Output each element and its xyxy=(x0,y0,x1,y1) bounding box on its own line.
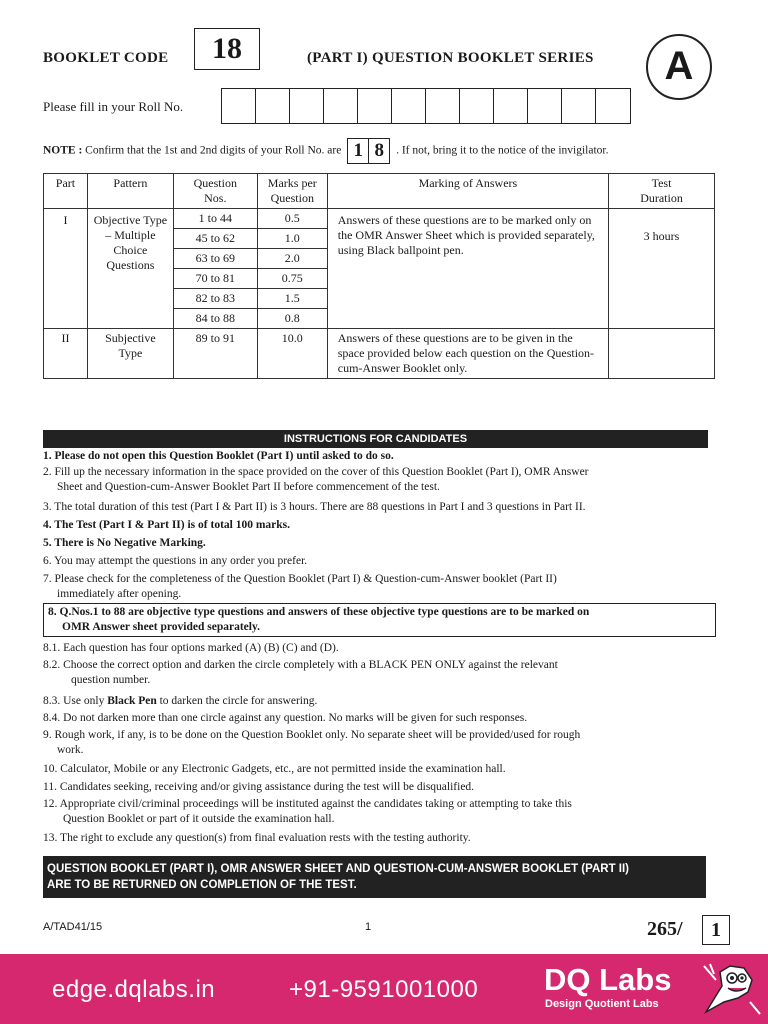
note-prefix: NOTE : xyxy=(43,144,83,157)
brand-name: DQ Labs xyxy=(544,962,672,997)
marks-cell: 0.75 xyxy=(257,269,327,289)
instruction-12-line1: 12. Appropriate civil/criminal proceedings will be instituted against the candidates taking or attempting to take this xyxy=(43,798,572,810)
instruction-12-line2: Question Booklet or part of it outside the examination hall. xyxy=(63,813,335,825)
marking-cell: Answers of these questions are to be given in the space provided below each question on the Question-cum-Answer Booklet only. xyxy=(327,329,608,379)
instruction-7-line1: 7. Please check for the completeness of the Question Booklet (Part I) & Question-cum-Answer booklet (Part II) xyxy=(43,573,557,585)
instruction-8-3-pre: 8.3. Use only xyxy=(43,695,108,707)
note-digit-boxes xyxy=(347,138,390,164)
roll-digit-box[interactable] xyxy=(494,89,528,123)
roll-number-label: Please fill in your Roll No. xyxy=(43,99,184,114)
instruction-7 xyxy=(43,572,713,602)
marks-cell: 10.0 xyxy=(257,329,327,379)
roll-digit-box[interactable] xyxy=(392,89,426,123)
marks-cell: 0.8 xyxy=(257,309,327,329)
instruction-8-line1: 8. Q.Nos.1 to 88 are objective type questions and answers of these objective type questions are to be marked on xyxy=(48,606,590,618)
qnos-cell: 70 to 81 xyxy=(173,269,257,289)
instruction-8-box xyxy=(43,603,716,637)
instruction-2-line1: 2. Fill up the necessary information in the space provided on the cover of this Question Booklet (Part I), OMR Answer xyxy=(43,466,589,478)
instruction-12 xyxy=(43,797,713,827)
qnos-cell: 45 to 62 xyxy=(173,229,257,249)
roll-digit-box[interactable] xyxy=(324,89,358,123)
instruction-11: 11. Candidates seeking, receiving and/or giving assistance during the test will be disqualified. xyxy=(43,781,475,793)
qnos-cell: 89 to 91 xyxy=(173,329,257,379)
roll-number-boxes[interactable] xyxy=(221,88,631,124)
brand-website-link[interactable]: edge.dqlabs.in xyxy=(52,976,216,1003)
header-part: Part xyxy=(44,174,88,209)
table-header-row xyxy=(44,174,715,209)
booklet-code-label: BOOKLET CODE xyxy=(43,50,169,66)
instruction-9-line2: work. xyxy=(57,744,84,756)
roll-digit-box[interactable] xyxy=(426,89,460,123)
note-text-after: . If not, bring it to the notice of the invigilator. xyxy=(396,144,609,157)
brand-banner xyxy=(0,954,768,1024)
brand-phone[interactable]: +91-9591001000 xyxy=(289,976,479,1003)
note-digit-2: 8 xyxy=(374,140,384,161)
instruction-8-4: 8.4. Do not darken more than one circle against any question. No marks will be given for such responses. xyxy=(43,712,528,724)
instructions-title: INSTRUCTIONS FOR CANDIDATES xyxy=(43,430,708,448)
series-label: (PART I) QUESTION BOOKLET SERIES xyxy=(307,50,594,66)
footer-code: A/TAD41/15 xyxy=(43,921,103,933)
roll-digit-box[interactable] xyxy=(222,89,256,123)
footer-series-box: 1 xyxy=(702,915,730,945)
table-row xyxy=(44,329,715,379)
qnos-cell: 82 to 83 xyxy=(173,289,257,309)
pattern-cell: Objective Type – Multiple Choice Questions xyxy=(87,209,173,329)
header-marks: Marks per Question xyxy=(257,174,327,209)
marking-cell: Answers of these questions are to be marked only on the OMR Answer Sheet which is provided separately, using Black ballpoint pen. xyxy=(327,209,608,329)
roll-digit-box[interactable] xyxy=(358,89,392,123)
qnos-cell: 1 to 44 xyxy=(173,209,257,229)
booklet-code-value: 18 xyxy=(194,28,260,70)
instruction-10: 10. Calculator, Mobile or any Electronic Gadgets, etc., are not permitted inside the examination hall. xyxy=(43,763,506,775)
part-cell: I xyxy=(44,209,88,329)
part-cell: II xyxy=(44,329,88,379)
instruction-2 xyxy=(43,465,713,495)
instruction-9-line1: 9. Rough work, if any, is to be done on the Question Booklet only. No separate sheet will be provided/used for rough xyxy=(43,729,581,741)
note-line xyxy=(43,138,608,164)
instruction-8-1: 8.1. Each question has four options marked (A) (B) (C) and (D). xyxy=(43,642,339,654)
duration-cell xyxy=(609,329,715,379)
instruction-9 xyxy=(43,728,713,758)
header-pattern: Pattern xyxy=(87,174,173,209)
return-notice-line2: ARE TO BE RETURNED ON COMPLETION OF THE TEST. xyxy=(47,879,357,891)
instruction-4: 4. The Test (Part I & Part II) is of total 100 marks. xyxy=(43,519,291,531)
note-text: Confirm that the 1st and 2nd digits of your Roll No. are xyxy=(85,144,342,157)
brand-mascot-icon xyxy=(700,958,764,1020)
instruction-8-2-line2: question number. xyxy=(71,674,151,686)
instruction-6: 6. You may attempt the questions in any order you prefer. xyxy=(43,555,308,567)
instruction-8-2-line1: 8.2. Choose the correct option and darken the circle completely with a BLACK PEN ONLY against the relevant xyxy=(43,659,558,671)
header-question-nos: Question Nos. xyxy=(173,174,257,209)
marks-cell: 2.0 xyxy=(257,249,327,269)
instruction-8-line2: OMR Answer sheet provided separately. xyxy=(62,621,260,633)
pattern-cell: Subjective Type xyxy=(87,329,173,379)
marks-cell: 1.0 xyxy=(257,229,327,249)
instruction-13: 13. The right to exclude any question(s) from final evaluation rests with the testing authority. xyxy=(43,832,471,844)
instruction-1: 1. Please do not open this Question Booklet (Part I) until asked to do so. xyxy=(43,450,394,462)
footer-series-number: 265/ xyxy=(647,918,683,940)
instruction-3: 3. The total duration of this test (Part I & Part II) is 3 hours. There are 88 questions in Part I and 3 questions in Part II. xyxy=(43,501,586,513)
brand-tagline: Design Quotient Labs xyxy=(545,998,659,1010)
instruction-8-3 xyxy=(43,694,713,709)
roll-digit-box[interactable] xyxy=(460,89,494,123)
exam-pattern-table xyxy=(43,173,715,379)
page-number: 1 xyxy=(365,921,372,933)
roll-digit-box[interactable] xyxy=(290,89,324,123)
instruction-7-line2: immediately after opening. xyxy=(57,588,182,600)
qnos-cell: 63 to 69 xyxy=(173,249,257,269)
instruction-5: 5. There is No Negative Marking. xyxy=(43,537,206,549)
header-duration: Test Duration xyxy=(609,174,715,209)
table-row xyxy=(44,209,715,229)
return-notice-line1: QUESTION BOOKLET (PART I), OMR ANSWER SHEET AND QUESTION-CUM-ANSWER BOOKLET (PART II) xyxy=(47,863,630,875)
instruction-8-3-post: to darken the circle for answering. xyxy=(156,695,318,707)
roll-digit-box[interactable] xyxy=(256,89,290,123)
note-digit-1: 1 xyxy=(348,139,369,163)
instruction-2-line2: Sheet and Question-cum-Answer Booklet Part II before commencement of the test. xyxy=(57,481,440,493)
qnos-cell: 84 to 88 xyxy=(173,309,257,329)
header-marking: Marking of Answers xyxy=(327,174,608,209)
roll-digit-box[interactable] xyxy=(596,89,630,123)
return-notice-bar xyxy=(43,856,706,898)
instruction-8-3-bold: Black Pen xyxy=(107,695,157,707)
roll-digit-box[interactable] xyxy=(528,89,562,123)
duration-cell: 3 hours xyxy=(609,209,715,329)
series-letter: A xyxy=(646,34,712,100)
marks-cell: 1.5 xyxy=(257,289,327,309)
roll-digit-box[interactable] xyxy=(562,89,596,123)
marks-cell: 0.5 xyxy=(257,209,327,229)
instruction-8-2 xyxy=(43,658,713,688)
